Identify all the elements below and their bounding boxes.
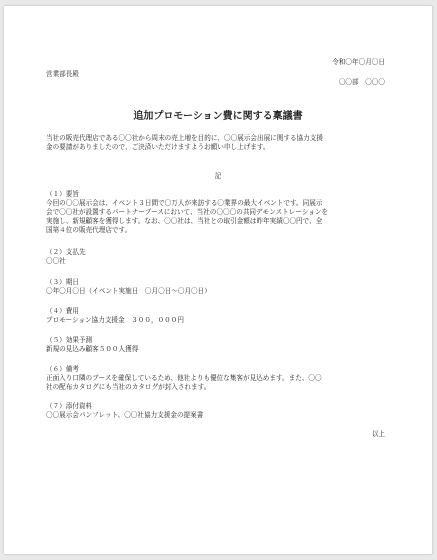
section-heading: （４）費用 bbox=[46, 307, 79, 315]
section-attachments bbox=[46, 402, 396, 420]
section-line: 国第４位の販売代理店です。 bbox=[46, 226, 132, 234]
closing-mark: 以上 bbox=[371, 430, 385, 438]
section-line: 新規の見込み顧客５００人獲得 bbox=[46, 345, 139, 353]
section-heading: （３）期日 bbox=[46, 278, 79, 286]
section-heading: （７）添付資料 bbox=[46, 402, 93, 410]
section-line: 社の配布カタログにも当社のカタログが封入されます。 bbox=[46, 383, 211, 391]
section-line: 〇〇展示会パンフレット、〇〇社協力支援金の提案書 bbox=[46, 411, 204, 419]
section-remarks bbox=[46, 365, 396, 392]
section-line: 〇〇社 bbox=[46, 257, 66, 265]
section-date bbox=[46, 278, 396, 296]
document-date: 令和〇年〇月〇日 bbox=[332, 58, 385, 66]
section-cost bbox=[46, 307, 396, 325]
section-line: プロモーション協力支援金 ３００，０００円 bbox=[46, 316, 184, 324]
section-line: 〇年〇月〇日（イベント実施日 〇月〇日～〇月〇日） bbox=[46, 287, 211, 295]
section-line: 正面入り口隣のブースを確保しているため、他社よりも優位な集客が見込めます。また、〇〇 bbox=[46, 374, 322, 382]
section-heading: （１）要旨 bbox=[46, 190, 79, 198]
intro-line: 当社の販売代理店である〇〇社から周末の売上増を目的に、〇〇展示会出展に関する協力支援 bbox=[46, 134, 323, 142]
section-heading: （２）支払先 bbox=[46, 248, 86, 256]
recipient: 営業部長殿 bbox=[46, 70, 79, 78]
section-heading: （６）備考 bbox=[46, 365, 79, 373]
sender: 〇〇部 〇〇〇 bbox=[338, 78, 385, 86]
intro-paragraph bbox=[46, 134, 394, 152]
section-line: 今回の〇〇展示会は、イベント３日間で〇万人が来訪する〇業界の最大イベントです。同展示 bbox=[46, 199, 323, 207]
section-effect bbox=[46, 336, 396, 354]
document-page bbox=[4, 6, 432, 554]
intro-line: 金の要請がありましたので、ご決済いただけますようお願い申し上げます。 bbox=[46, 143, 270, 151]
section-payee bbox=[46, 248, 396, 266]
section-heading: （５）効果予測 bbox=[46, 336, 93, 344]
section-summary bbox=[46, 190, 396, 235]
section-line: 実施し、新規顧客を獲得します。なお、〇〇社は、当社との取引金額は昨年実績〇〇円で、全 bbox=[46, 217, 323, 225]
document-title: 追加プロモーション費に関する稟議書 bbox=[133, 111, 303, 122]
section-line: 会で〇〇社が設置するパートナーブースにおいて、当社の〇〇〇の共同デモンストレーションを bbox=[46, 208, 329, 216]
ki-heading: 記 bbox=[214, 172, 222, 180]
